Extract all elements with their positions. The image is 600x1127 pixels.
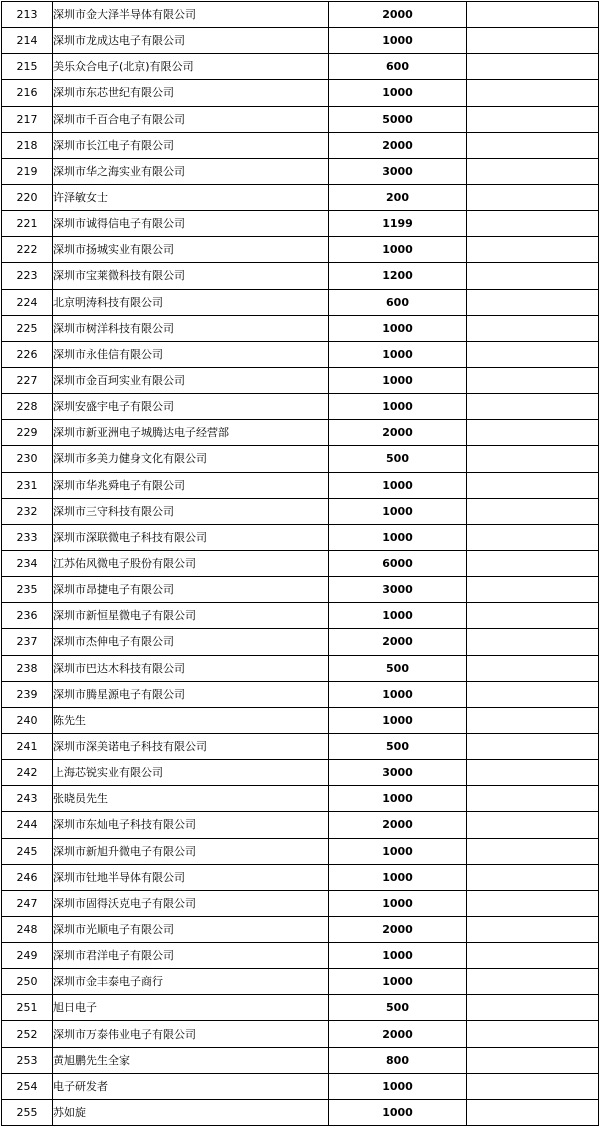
amount-cell: 1000 xyxy=(329,890,467,916)
donor-name-cell: 张晓员先生 xyxy=(53,786,329,812)
remarks-cell xyxy=(467,394,599,420)
amount-cell: 1000 xyxy=(329,707,467,733)
amount-cell: 1000 xyxy=(329,969,467,995)
donor-name-cell: 深圳市东灿电子科技有限公司 xyxy=(53,812,329,838)
donor-name-cell: 深圳市龙成达电子有限公司 xyxy=(53,28,329,54)
amount-cell: 800 xyxy=(329,1047,467,1073)
table-row xyxy=(2,472,599,498)
table-row xyxy=(2,760,599,786)
remarks-cell xyxy=(467,28,599,54)
donor-name-cell: 深圳市君洋电子有限公司 xyxy=(53,943,329,969)
remarks-cell xyxy=(467,315,599,341)
remarks-cell xyxy=(467,890,599,916)
table-row xyxy=(2,498,599,524)
amount-cell: 600 xyxy=(329,289,467,315)
amount-cell: 1000 xyxy=(329,237,467,263)
donor-name-cell: 深圳市金丰泰电子商行 xyxy=(53,969,329,995)
remarks-cell xyxy=(467,812,599,838)
table-row xyxy=(2,80,599,106)
donor-name-cell: 深圳市新恒星微电子有限公司 xyxy=(53,603,329,629)
row-number-cell: 244 xyxy=(2,812,53,838)
row-number-cell: 221 xyxy=(2,211,53,237)
remarks-cell xyxy=(467,341,599,367)
table-row xyxy=(2,132,599,158)
amount-cell: 2000 xyxy=(329,812,467,838)
row-number-cell: 235 xyxy=(2,577,53,603)
donor-name-cell: 深圳市华兆舜电子有限公司 xyxy=(53,472,329,498)
row-number-cell: 238 xyxy=(2,655,53,681)
donor-name-cell: 深圳市东芯世纪有限公司 xyxy=(53,80,329,106)
amount-cell: 5000 xyxy=(329,106,467,132)
amount-cell: 500 xyxy=(329,446,467,472)
donor-name-cell: 深圳市三守科技有限公司 xyxy=(53,498,329,524)
table-row xyxy=(2,420,599,446)
donor-name-cell: 深圳市金百珂实业有限公司 xyxy=(53,367,329,393)
amount-cell: 3000 xyxy=(329,577,467,603)
amount-cell: 1000 xyxy=(329,472,467,498)
remarks-cell xyxy=(467,420,599,446)
donor-name-cell: 深圳市永佳信有限公司 xyxy=(53,341,329,367)
row-number-cell: 228 xyxy=(2,394,53,420)
amount-cell: 1000 xyxy=(329,341,467,367)
remarks-cell xyxy=(467,472,599,498)
donor-name-cell: 深圳市万泰伟业电子有限公司 xyxy=(53,1021,329,1047)
donor-name-cell: 深圳市杰伸电子有限公司 xyxy=(53,629,329,655)
table-row xyxy=(2,367,599,393)
amount-cell: 3000 xyxy=(329,158,467,184)
table-row xyxy=(2,28,599,54)
amount-cell: 1000 xyxy=(329,943,467,969)
table-row xyxy=(2,1099,599,1125)
row-number-cell: 227 xyxy=(2,367,53,393)
row-number-cell: 237 xyxy=(2,629,53,655)
donor-name-cell: 深圳市腾星源电子有限公司 xyxy=(53,681,329,707)
row-number-cell: 242 xyxy=(2,760,53,786)
remarks-cell xyxy=(467,550,599,576)
remarks-cell xyxy=(467,158,599,184)
row-number-cell: 241 xyxy=(2,733,53,759)
amount-cell: 2000 xyxy=(329,916,467,942)
row-number-cell: 240 xyxy=(2,707,53,733)
donor-name-cell: 深圳市千百合电子有限公司 xyxy=(53,106,329,132)
remarks-cell xyxy=(467,237,599,263)
remarks-cell xyxy=(467,1073,599,1099)
amount-cell: 2000 xyxy=(329,132,467,158)
amount-cell: 6000 xyxy=(329,550,467,576)
remarks-cell xyxy=(467,577,599,603)
donor-name-cell: 深圳市宝莱微科技有限公司 xyxy=(53,263,329,289)
donor-name-cell: 深圳市华之海实业有限公司 xyxy=(53,158,329,184)
table-row xyxy=(2,603,599,629)
donation-table xyxy=(1,1,599,1126)
table-row xyxy=(2,1021,599,1047)
amount-cell: 2000 xyxy=(329,2,467,28)
remarks-cell xyxy=(467,446,599,472)
row-number-cell: 233 xyxy=(2,524,53,550)
amount-cell: 1000 xyxy=(329,1073,467,1099)
remarks-cell xyxy=(467,498,599,524)
remarks-cell xyxy=(467,289,599,315)
donor-name-cell: 深圳市金大泽半导体有限公司 xyxy=(53,2,329,28)
amount-cell: 1000 xyxy=(329,367,467,393)
table-row xyxy=(2,341,599,367)
remarks-cell xyxy=(467,1021,599,1047)
donor-name-cell: 苏如旋 xyxy=(53,1099,329,1125)
row-number-cell: 252 xyxy=(2,1021,53,1047)
donor-name-cell: 深圳市固得沃克电子有限公司 xyxy=(53,890,329,916)
row-number-cell: 234 xyxy=(2,550,53,576)
donor-name-cell: 陈先生 xyxy=(53,707,329,733)
row-number-cell: 213 xyxy=(2,2,53,28)
remarks-cell xyxy=(467,655,599,681)
row-number-cell: 222 xyxy=(2,237,53,263)
remarks-cell xyxy=(467,838,599,864)
row-number-cell: 217 xyxy=(2,106,53,132)
row-number-cell: 232 xyxy=(2,498,53,524)
amount-cell: 1199 xyxy=(329,211,467,237)
remarks-cell xyxy=(467,733,599,759)
remarks-cell xyxy=(467,1047,599,1073)
row-number-cell: 224 xyxy=(2,289,53,315)
table-row xyxy=(2,524,599,550)
remarks-cell xyxy=(467,864,599,890)
amount-cell: 1000 xyxy=(329,498,467,524)
table-row xyxy=(2,995,599,1021)
table-row xyxy=(2,655,599,681)
table-row xyxy=(2,864,599,890)
amount-cell: 200 xyxy=(329,184,467,210)
amount-cell: 2000 xyxy=(329,1021,467,1047)
row-number-cell: 248 xyxy=(2,916,53,942)
table-row xyxy=(2,890,599,916)
row-number-cell: 216 xyxy=(2,80,53,106)
row-number-cell: 226 xyxy=(2,341,53,367)
row-number-cell: 254 xyxy=(2,1073,53,1099)
row-number-cell: 243 xyxy=(2,786,53,812)
row-number-cell: 215 xyxy=(2,54,53,80)
row-number-cell: 251 xyxy=(2,995,53,1021)
table-row xyxy=(2,446,599,472)
amount-cell: 1000 xyxy=(329,838,467,864)
table-row xyxy=(2,394,599,420)
row-number-cell: 246 xyxy=(2,864,53,890)
table-row xyxy=(2,812,599,838)
donor-name-cell: 电子研发者 xyxy=(53,1073,329,1099)
row-number-cell: 239 xyxy=(2,681,53,707)
donor-name-cell: 美乐众合电子(北京)有限公司 xyxy=(53,54,329,80)
remarks-cell xyxy=(467,54,599,80)
amount-cell: 1000 xyxy=(329,394,467,420)
donor-name-cell: 深圳市诚得信电子有限公司 xyxy=(53,211,329,237)
remarks-cell xyxy=(467,184,599,210)
donor-name-cell: 深圳市新旭升微电子有限公司 xyxy=(53,838,329,864)
amount-cell: 1000 xyxy=(329,1099,467,1125)
donor-name-cell: 深圳市深美诺电子科技有限公司 xyxy=(53,733,329,759)
table-row xyxy=(2,184,599,210)
table-row xyxy=(2,629,599,655)
table-row xyxy=(2,916,599,942)
donor-name-cell: 深圳安盛宇电子有限公司 xyxy=(53,394,329,420)
table-row xyxy=(2,315,599,341)
table-row xyxy=(2,54,599,80)
donor-name-cell: 江苏佑风微电子股份有限公司 xyxy=(53,550,329,576)
donor-name-cell: 深圳市昂捷电子有限公司 xyxy=(53,577,329,603)
remarks-cell xyxy=(467,367,599,393)
table-row xyxy=(2,1073,599,1099)
amount-cell: 1000 xyxy=(329,315,467,341)
donor-name-cell: 深圳市钍地半导体有限公司 xyxy=(53,864,329,890)
donor-name-cell: 深圳市光顺电子有限公司 xyxy=(53,916,329,942)
table-row xyxy=(2,943,599,969)
amount-cell: 500 xyxy=(329,733,467,759)
remarks-cell xyxy=(467,995,599,1021)
table-row xyxy=(2,263,599,289)
remarks-cell xyxy=(467,707,599,733)
table-row xyxy=(2,158,599,184)
remarks-cell xyxy=(467,681,599,707)
table-row xyxy=(2,786,599,812)
remarks-cell xyxy=(467,603,599,629)
remarks-cell xyxy=(467,263,599,289)
remarks-cell xyxy=(467,106,599,132)
table-row xyxy=(2,577,599,603)
remarks-cell xyxy=(467,943,599,969)
remarks-cell xyxy=(467,132,599,158)
table-row xyxy=(2,1047,599,1073)
donor-name-cell: 深圳市多美力健身文化有限公司 xyxy=(53,446,329,472)
row-number-cell: 230 xyxy=(2,446,53,472)
row-number-cell: 255 xyxy=(2,1099,53,1125)
amount-cell: 2000 xyxy=(329,629,467,655)
donor-name-cell: 深圳市树洋科技有限公司 xyxy=(53,315,329,341)
amount-cell: 1000 xyxy=(329,28,467,54)
remarks-cell xyxy=(467,760,599,786)
amount-cell: 1000 xyxy=(329,681,467,707)
donor-name-cell: 许泽敏女士 xyxy=(53,184,329,210)
amount-cell: 1000 xyxy=(329,864,467,890)
table-row xyxy=(2,681,599,707)
donor-name-cell: 上海芯锐实业有限公司 xyxy=(53,760,329,786)
donor-name-cell: 旭日电子 xyxy=(53,995,329,1021)
donation-table-body xyxy=(2,2,599,1126)
table-row xyxy=(2,211,599,237)
remarks-cell xyxy=(467,969,599,995)
table-row xyxy=(2,550,599,576)
amount-cell: 1000 xyxy=(329,80,467,106)
donor-name-cell: 黄旭鹏先生全家 xyxy=(53,1047,329,1073)
remarks-cell xyxy=(467,916,599,942)
row-number-cell: 249 xyxy=(2,943,53,969)
amount-cell: 3000 xyxy=(329,760,467,786)
donor-name-cell: 深圳市新亚洲电子城腾达电子经营部 xyxy=(53,420,329,446)
donor-name-cell: 深圳市巴达木科技有限公司 xyxy=(53,655,329,681)
table-row xyxy=(2,237,599,263)
table-row xyxy=(2,838,599,864)
table-row xyxy=(2,707,599,733)
remarks-cell xyxy=(467,786,599,812)
table-row xyxy=(2,289,599,315)
amount-cell: 1000 xyxy=(329,603,467,629)
row-number-cell: 231 xyxy=(2,472,53,498)
amount-cell: 600 xyxy=(329,54,467,80)
remarks-cell xyxy=(467,1099,599,1125)
donor-name-cell: 深圳市深联微电子科技有限公司 xyxy=(53,524,329,550)
donor-name-cell: 深圳市扬城实业有限公司 xyxy=(53,237,329,263)
row-number-cell: 229 xyxy=(2,420,53,446)
row-number-cell: 245 xyxy=(2,838,53,864)
donor-name-cell: 深圳市长江电子有限公司 xyxy=(53,132,329,158)
remarks-cell xyxy=(467,80,599,106)
remarks-cell xyxy=(467,2,599,28)
row-number-cell: 253 xyxy=(2,1047,53,1073)
donor-name-cell: 北京明涛科技有限公司 xyxy=(53,289,329,315)
amount-cell: 500 xyxy=(329,995,467,1021)
row-number-cell: 218 xyxy=(2,132,53,158)
row-number-cell: 223 xyxy=(2,263,53,289)
amount-cell: 1200 xyxy=(329,263,467,289)
remarks-cell xyxy=(467,629,599,655)
remarks-cell xyxy=(467,524,599,550)
row-number-cell: 236 xyxy=(2,603,53,629)
row-number-cell: 247 xyxy=(2,890,53,916)
row-number-cell: 214 xyxy=(2,28,53,54)
table-row xyxy=(2,2,599,28)
row-number-cell: 250 xyxy=(2,969,53,995)
amount-cell: 2000 xyxy=(329,420,467,446)
amount-cell: 1000 xyxy=(329,524,467,550)
table-row xyxy=(2,733,599,759)
amount-cell: 500 xyxy=(329,655,467,681)
row-number-cell: 225 xyxy=(2,315,53,341)
table-row xyxy=(2,969,599,995)
remarks-cell xyxy=(467,211,599,237)
amount-cell: 1000 xyxy=(329,786,467,812)
table-row xyxy=(2,106,599,132)
row-number-cell: 219 xyxy=(2,158,53,184)
row-number-cell: 220 xyxy=(2,184,53,210)
